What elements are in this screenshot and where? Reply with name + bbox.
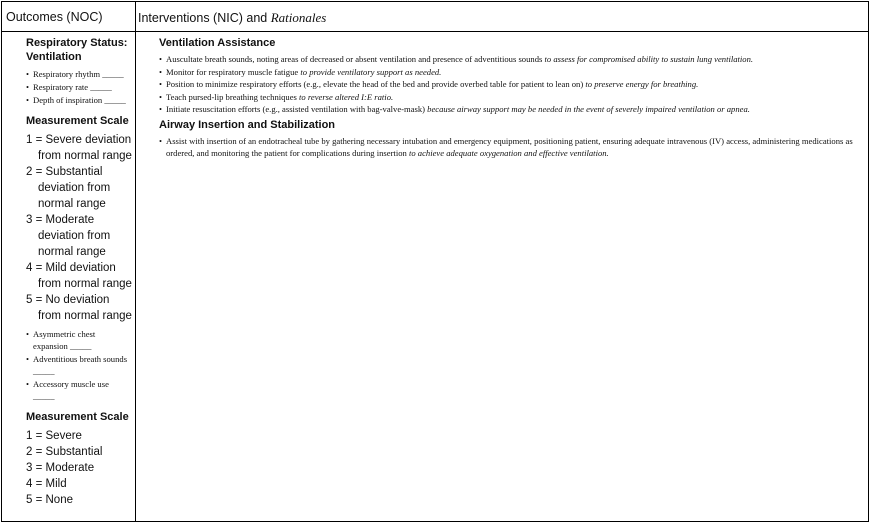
table-header <box>2 2 868 32</box>
care-plan-table <box>1 1 869 522</box>
intervention-item <box>159 78 859 91</box>
rationale-text: because airway support may be needed in the event of severely impaired ventilation or apnea. <box>427 104 750 114</box>
indicator-item: • Respiratory rate _____ <box>26 81 132 93</box>
outcomes-column <box>26 36 132 508</box>
intervention-text: Auscultate breath sounds, noting areas of decreased or absent ventilation and presence of adventitious sounds <box>166 54 545 64</box>
intervention-item <box>159 91 859 104</box>
intervention-text: Initiate resuscitation efforts (e.g., assisted ventilation with bag-valve-mask) <box>166 104 428 114</box>
intervention-text: Monitor for respiratory muscle fatigue <box>166 66 301 77</box>
scale-item: 2 = Substantial deviation from normal range <box>26 166 111 210</box>
rationale-text: to preserve energy for breathing. <box>585 79 699 89</box>
interventions-header <box>138 10 326 26</box>
scale-item: 3 = Moderate deviation from normal range <box>26 214 111 258</box>
intervention-title: Ventilation Assistance <box>159 37 276 49</box>
measurement-scale-a <box>26 132 132 324</box>
scale-item: 1 = Severe <box>26 430 82 442</box>
indicator-list-b <box>26 328 132 402</box>
rationales-header-text: Rationales <box>270 10 327 25</box>
intervention-text: Position to minimize respiratory efforts (e.g., elevate the head of the bed and provide overbed table for patient to lean on) <box>166 79 586 89</box>
indicator-item: • Respiratory rhythm _____ <box>26 68 132 80</box>
scale-item: 4 = Mild <box>26 478 67 490</box>
indicator-item: • Adventitious breath sounds _____ <box>26 353 132 377</box>
rationale-text: to achieve adequate oxygenation and effective ventilation. <box>408 148 609 158</box>
indicator-item: • Asymmetric chest expansion _____ <box>26 328 132 352</box>
scale-item: 5 = No deviation from normal range <box>26 294 132 322</box>
rationale-text: to reverse altered I:E ratio. <box>299 91 394 102</box>
indicator-list-a <box>26 68 132 106</box>
intervention-item <box>159 53 859 66</box>
scale-item: 4 = Mild deviation from normal range <box>26 262 132 290</box>
outcomes-header: Outcomes (NOC) <box>6 10 103 24</box>
rationale-text: to assess for compromised ability to sustain lung ventilation. <box>544 54 754 64</box>
interventions-column <box>159 36 859 162</box>
scale-item: 1 = Severe deviation from normal range <box>26 134 132 162</box>
scale-item: 2 = Substantial <box>26 446 103 458</box>
outcome-title-line1: Respiratory Status: <box>26 37 128 49</box>
rationale-text: to provide ventilatory support as needed. <box>300 66 442 77</box>
outcome-title-line2: Ventilation <box>26 51 82 63</box>
measurement-scale-title: Measurement Scale <box>26 411 129 423</box>
intervention-item <box>159 103 859 116</box>
column-divider <box>135 2 136 521</box>
measurement-scale-b <box>26 428 132 508</box>
measurement-scale-title: Measurement Scale <box>26 115 129 127</box>
indicator-item: • Accessory muscle use _____ <box>26 378 132 402</box>
intervention-item <box>159 135 859 160</box>
scale-item: 3 = Moderate <box>26 462 95 474</box>
intervention-title: Airway Insertion and Stabilization <box>159 118 336 131</box>
intervention-list <box>159 135 859 160</box>
intervention-text: Assist with insertion of an endotracheal tube by gathering necessary intubation and emergency equipment, positioning patient, ensuring adequate intravenous (IV) access, administering medications as ordered, and monitoring the patient for complications during insertion <box>166 135 853 158</box>
intervention-text: Teach pursed-lip breathing techniques <box>166 91 300 102</box>
scale-item: 5 = None <box>26 494 73 506</box>
intervention-list <box>159 53 859 116</box>
interventions-header-text: Interventions (NIC) and <box>138 11 268 25</box>
indicator-item: • Depth of inspiration _____ <box>26 94 132 106</box>
intervention-item <box>159 66 859 79</box>
